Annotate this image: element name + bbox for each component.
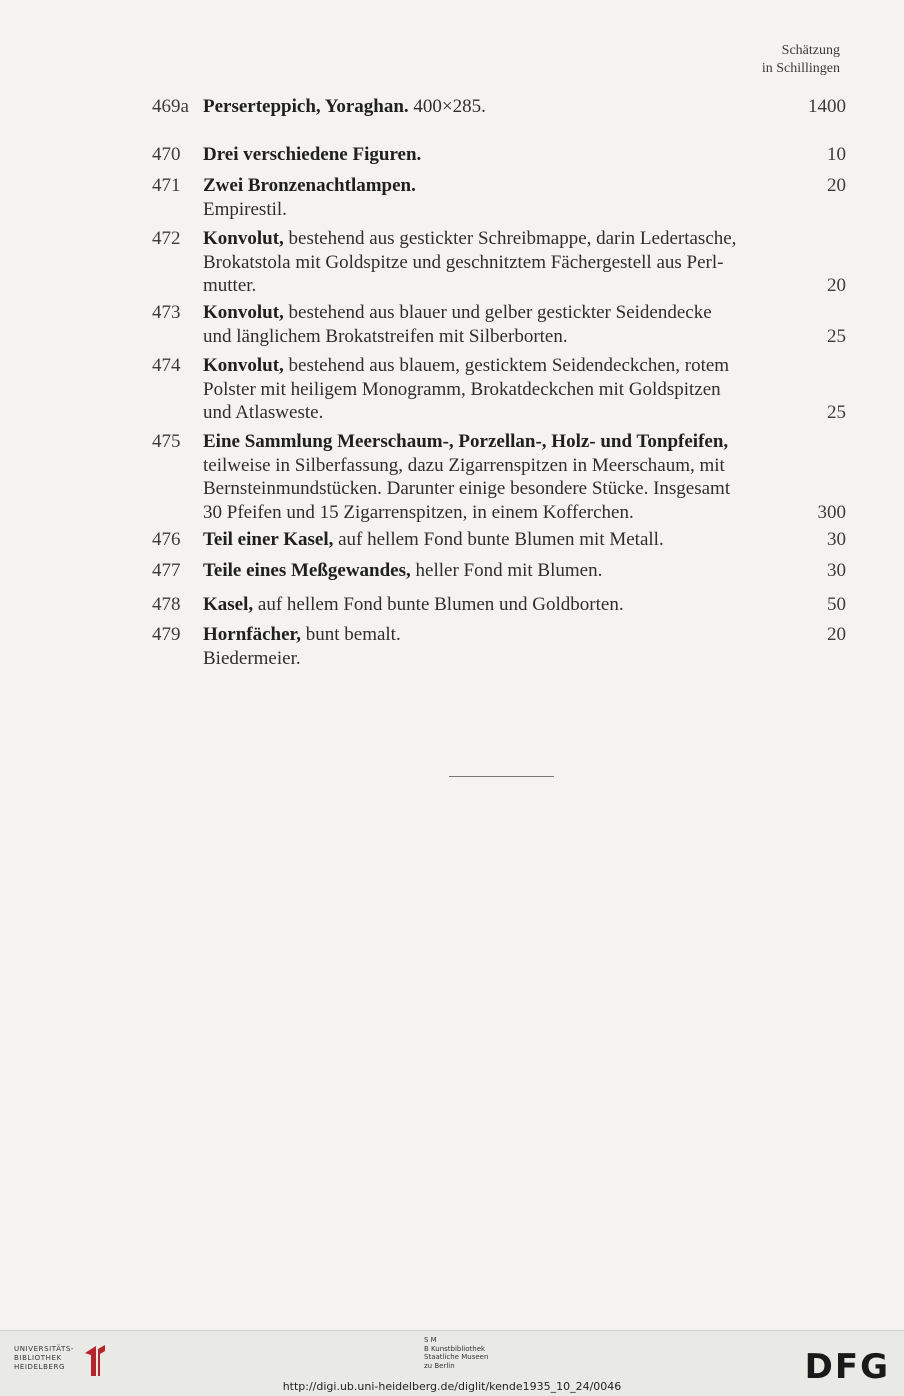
description-text: heller Fond mit Blumen. (415, 560, 603, 581)
description-line: Polster mit heiligem Monogramm, Brokatdeckchen mit Goldspitzen (203, 378, 721, 400)
lot-number: 473 (152, 302, 181, 323)
museum-line-3: Staatliche Museen (424, 1353, 489, 1361)
lot-title: Konvolut, (203, 355, 284, 376)
lot-number: 470 (152, 144, 181, 165)
lot-title: Drei verschiedene Figuren. (203, 144, 422, 165)
lot-number: 475 (152, 431, 181, 452)
university-line-3: HEIDELBERG (14, 1363, 65, 1371)
lot-number: 472 (152, 228, 181, 249)
estimate-column-header (762, 42, 840, 78)
description-line: teilweise in Silberfassung, dazu Zigarrenspitzen in Meerschaum, mit (203, 454, 725, 476)
university-emblem-icon (82, 1343, 108, 1379)
lot-number: 471 (152, 175, 181, 196)
description-line: Empirestil. (203, 198, 287, 220)
lot-description (203, 95, 793, 119)
description-line (203, 354, 793, 378)
lot-number: 477 (152, 560, 181, 581)
lot-description (203, 593, 793, 617)
lot-title: Teil einer Kasel, (203, 529, 334, 550)
description-line: 30 Pfeifen und 15 Zigarrenspitzen, in einem Kofferchen. (203, 501, 634, 523)
estimate-price: 10 (827, 144, 846, 165)
description-line (203, 623, 793, 647)
description-line: und länglichem Brokatstreifen mit Silberborten. (203, 325, 568, 347)
description-line: Biedermeier. (203, 647, 301, 669)
lot-description (203, 227, 793, 298)
description-line (203, 227, 793, 251)
lot-description (203, 143, 793, 167)
description-line (203, 559, 793, 583)
estimate-price: 20 (827, 175, 846, 196)
lot-title: Zwei Bronzenachtlampen. (203, 175, 416, 196)
estimate-price: 1400 (808, 96, 846, 117)
estimate-price: 20 (827, 275, 846, 296)
description-text: auf hellem Fond bunte Blumen mit Metall. (338, 529, 664, 550)
lot-title: Eine Sammlung Meerschaum-, Porzellan-, Holz- und Tonpfeifen, (203, 431, 729, 452)
university-line-2: BIBLIOTHEK (14, 1354, 62, 1362)
estimate-price: 25 (827, 325, 846, 347)
description-line: Bernsteinmundstücken. Darunter einige besondere Stücke. Insgesamt (203, 478, 731, 499)
museum-line-1: S M (424, 1336, 437, 1344)
estimate-price: 20 (827, 624, 846, 645)
permalink-url[interactable]: http://digi.ub.uni-heidelberg.de/diglit/kende1935_10_24/0046 (282, 1380, 622, 1393)
lot-number: 469a (152, 96, 189, 117)
estimate-price: 30 (827, 529, 846, 550)
lot-title: Kasel, (203, 594, 254, 615)
description-line (203, 301, 793, 325)
lot-title: Perserteppich, Yoraghan. (203, 96, 409, 117)
description-text: bunt bemalt. (305, 624, 401, 645)
description-line: mutter. (203, 275, 257, 296)
lot-title: Teile eines Meßgewandes, (203, 560, 411, 581)
lot-description (203, 528, 793, 552)
museum-logo[interactable] (424, 1336, 488, 1370)
lot-number: 478 (152, 594, 181, 615)
description-text: 400×285. (413, 96, 486, 117)
description-text: bestehend aus blauer und gelber gestickter Seidendecke (288, 302, 712, 323)
description-line (203, 95, 793, 119)
lot-number: 474 (152, 355, 181, 376)
estimate-price: 25 (827, 402, 846, 423)
university-line-1: UNIVERSITÄTS- (14, 1345, 75, 1353)
university-library-logo[interactable] (14, 1345, 74, 1372)
estimate-price: 30 (827, 560, 846, 581)
museum-line-4: zu Berlin (424, 1361, 455, 1370)
lot-description (203, 430, 793, 524)
lot-title: Konvolut, (203, 302, 284, 323)
description-text: bestehend aus blauem, gesticktem Seidendeckchen, rotem (288, 355, 730, 376)
lot-description (203, 301, 793, 348)
description-line (203, 430, 793, 454)
estimate-price: 300 (817, 501, 846, 523)
lot-title: Konvolut, (203, 228, 284, 249)
section-divider (449, 776, 554, 777)
lot-title: Hornfächer, (203, 624, 301, 645)
description-line (203, 143, 793, 167)
description-line (203, 174, 793, 198)
estimate-price: 50 (827, 594, 846, 615)
lot-description (203, 623, 793, 670)
description-line: und Atlasweste. (203, 402, 324, 423)
museum-line-2: B Kunstbibliothek (424, 1344, 486, 1353)
description-line (203, 528, 793, 552)
lot-description (203, 559, 793, 583)
lot-number: 476 (152, 529, 181, 550)
lot-description (203, 354, 793, 425)
estimate-header-line1: Schätzung (781, 43, 840, 58)
description-text: bestehend aus gestickter Schreibmappe, darin Ledertasche, (288, 228, 737, 249)
description-line (203, 593, 793, 617)
lot-number: 479 (152, 624, 181, 645)
estimate-header-line2: in Schillingen (761, 61, 840, 76)
lot-description (203, 174, 793, 221)
description-line: Brokatstola mit Goldspitze und geschnitztem Fächergestell aus Perl- (203, 251, 724, 273)
description-text: auf hellem Fond bunte Blumen und Goldborten. (257, 594, 624, 615)
dfg-logo[interactable]: DFG (804, 1347, 890, 1387)
